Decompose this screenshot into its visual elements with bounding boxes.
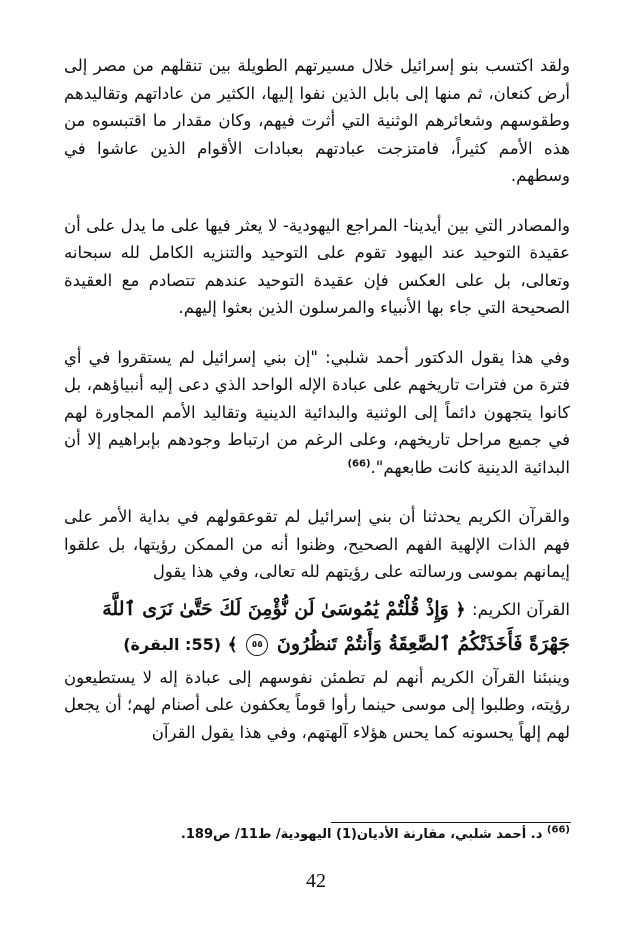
ayah-number-icon: ٥٥ <box>246 634 268 656</box>
page-number: 42 <box>306 870 326 892</box>
footnote-text: د. أحمد شلبي، مقارنة الأديان(1) اليهودية/ ط11/ ص189. <box>180 827 543 842</box>
paragraph-4-text: والقرآن الكريم يحدثنا أن بني إسرائيل لم تقوعقولهم في بداية الأمر على فهم الذات الإلهية الفهم الصحيح، وظنوا أنه من الممكن رؤيتها، بل علقوا إيمانهم بموسى ورسالته على رؤيتهم لله تعالى، وفي هذا يقول <box>64 507 570 581</box>
quran-verse-text: وَإِذْ قُلْتُمْ يَٰمُوسَىٰ لَن نُّؤْمِنَ لَكَ حَتَّىٰ نَرَى ٱللَّهَ جَهْرَةً فَأَخَذَتْكُمُ ٱلصَّٰعِقَةُ وَأَنتُمْ تَنظُرُونَ <box>102 597 570 655</box>
paragraph-3-text: وفي هذا يقول الدكتور أحمد شلبي: "إن بني إسرائيل لم يستقروا في أي فترة من فترات تاريخهم على عبادة الإله الواحد الذي دعى إليه أنبياؤهم، بل كانوا يتجهون دائماً إلى الوثنية والبدائية الدينية وتقاليد الأمم المجاورة لهم في جميع مراحل تاريخهم، وعلى الرغم من ارتباط وجودهم بإبراهيم إلا أن البدائية الدينية كانت طابعهم". <box>64 347 570 477</box>
paragraph-5: وينبئنا القرآن الكريم أنهم لم تطمئن نفوسهم إلى عبادة إله لا يستطيعون رؤيته، وطلبوا إلى موسى حينما رأوا قوماً يعكفون على أصنام لهم؛ أن يجعل لهم إلهاً يحسونه كما يحس هؤلاء آلهتهم، وفي هذا يقول القرآن <box>64 667 570 742</box>
paragraph-2: والمصادر التي بين أيدينا- المراجع اليهودية- لا يعثر فيها على ما يدل على أن عقيدة التوحيد عند اليهود تقوم على التوحيد والتنزيه الكامل لله سبحانه وتعالى، بل على العكس فإن عقيدة التوحيد عندهم تتصادم مع العقيدة الصحيحة التي جاء بها الأنبياء والمرسلون الذين بعثوا إليهم. <box>64 215 570 317</box>
footnote-marker: (66) <box>546 824 570 836</box>
paragraph-4 <box>64 503 570 586</box>
paragraph-3 <box>64 344 570 482</box>
footnote-divider <box>331 822 571 823</box>
footnote-reference[interactable]: (66) <box>347 458 371 469</box>
quran-verse-block <box>64 592 570 662</box>
page-body <box>64 52 570 768</box>
quran-intro: القرآن الكريم: <box>472 599 570 619</box>
paragraph-1: ولقد اكتسب بنو إسرائيل خلال مسيرتهم الطويلة بين تنقلهم من مصر إلى أرض كنعان، ثم منها إلى بابل الذين نفوا إليها، الكثير من عاداتهم وتقاليدهم وطقوسهم وشعائرهم الوثنية التي أثرت فيهم، وكان مقدار ما اقتبسوه من هذه الأمم كثيراً، فامتزجت عبادتهم بعبادات الأقوام الذين عاشوا في وسطهم. <box>64 56 570 185</box>
quran-reference: (55: البقرة) <box>123 634 222 654</box>
footnote <box>60 824 570 846</box>
ornate-open-bracket: ﴿ <box>455 599 466 620</box>
ornate-close-bracket: ﴾ <box>227 634 238 655</box>
